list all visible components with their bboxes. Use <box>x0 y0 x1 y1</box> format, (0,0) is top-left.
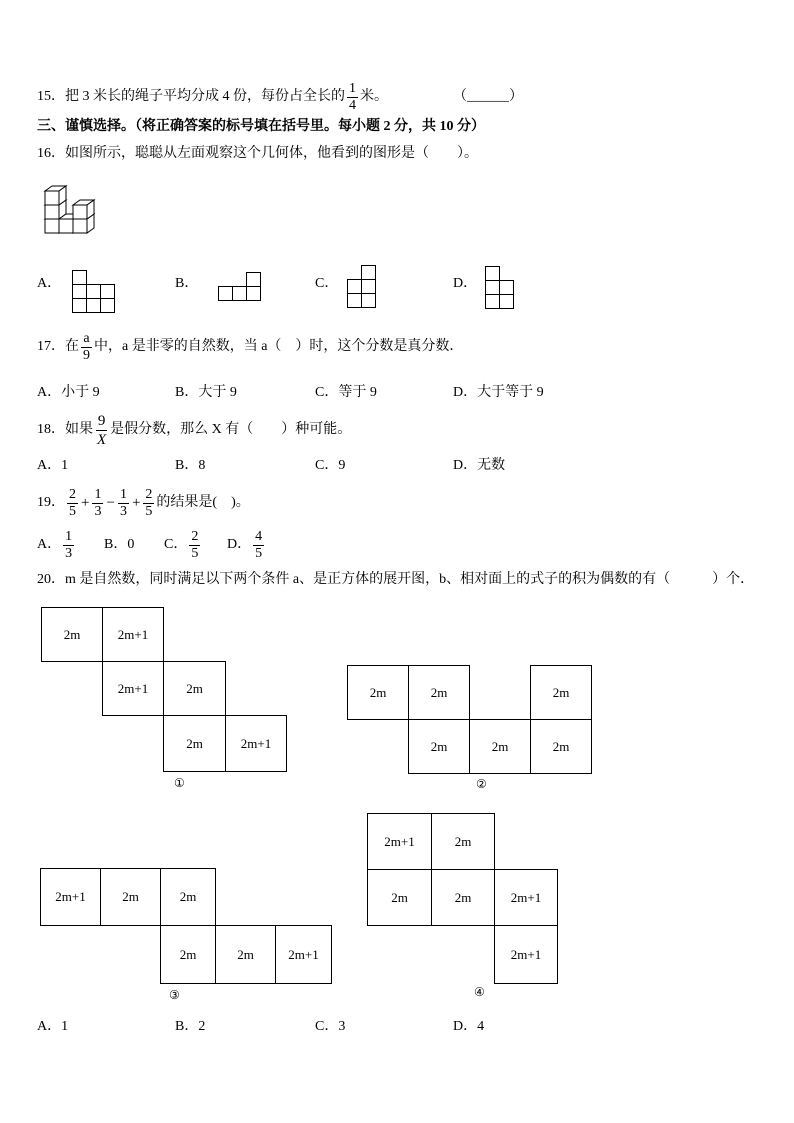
option-label: A． <box>37 537 62 552</box>
cube-front-face <box>45 191 59 205</box>
net-cell: 2m <box>408 719 470 774</box>
denominator: 3 <box>119 503 127 519</box>
question-18-text: 是假分数，那么 X 有（ ）种可能。 <box>110 422 352 437</box>
square <box>73 285 87 299</box>
fraction <box>63 530 74 561</box>
net-cell: 2m+1 <box>40 868 101 926</box>
net-cell: 2m <box>347 665 409 720</box>
question-17 <box>37 331 463 363</box>
question-18 <box>37 412 351 448</box>
question-19-text: 的结果是( )。 <box>156 495 250 510</box>
option-c-label: C． <box>315 276 339 291</box>
question-17-prefix: 17．在 <box>37 339 79 354</box>
option-b <box>104 527 134 563</box>
square <box>87 299 101 313</box>
denominator: 3 <box>65 545 73 561</box>
operator: + <box>81 495 90 511</box>
denominator: 5 <box>255 545 263 561</box>
question-19-number: 19． <box>37 495 65 510</box>
option-label: C． <box>164 537 188 552</box>
option-b: B．大于 9 <box>175 385 237 400</box>
square <box>348 294 362 308</box>
square <box>500 281 514 295</box>
question-15 <box>37 82 388 112</box>
denominator: X <box>97 431 107 448</box>
net-cell: 2m <box>160 868 216 926</box>
question-17-text: 中，a 是非零的自然数，当 a（ ）时，这个分数是真分数． <box>94 339 464 354</box>
option-c: C．3 <box>315 1019 346 1034</box>
square <box>233 287 247 301</box>
net-cell: 2m+1 <box>367 813 432 870</box>
net-cell: 2m <box>530 719 592 774</box>
cube-front-face <box>59 219 73 233</box>
numerator: 9 <box>97 412 106 429</box>
option-b-label: B． <box>175 276 199 291</box>
question-19 <box>37 486 250 520</box>
net-cell: 2m+1 <box>275 925 332 984</box>
fraction <box>95 413 108 448</box>
denominator: 4 <box>349 97 356 113</box>
net-cell: 2m <box>163 661 226 716</box>
fraction <box>189 530 200 561</box>
cube-front-face <box>73 205 87 219</box>
operator: + <box>131 495 141 511</box>
question-15-unit: 米。 <box>360 89 388 104</box>
geometric-solid-figure <box>42 178 102 236</box>
net-cell: 2m <box>431 869 495 926</box>
option-c: C．9 <box>315 458 346 473</box>
net-cell: 2m <box>530 665 592 720</box>
option-a: A．1 <box>37 458 69 473</box>
cube-front-face <box>45 205 59 219</box>
square <box>486 267 500 281</box>
numerator: a <box>83 330 90 346</box>
fraction <box>118 488 129 519</box>
net-cell: 2m+1 <box>494 869 558 926</box>
numerator: 4 <box>255 528 263 544</box>
option-a <box>37 527 76 563</box>
numerator: 2 <box>145 486 153 502</box>
option-c <box>164 527 202 563</box>
square <box>219 287 233 301</box>
section-title: 三、谨慎选择。（将正确答案的标号填在括号里。每小题 2 分，共 10 分） <box>37 119 485 134</box>
question-15-text: 15．把 3 米长的绳子平均分成 4 份，每份占全长的 <box>37 89 345 104</box>
option-b: B．2 <box>175 1019 206 1034</box>
square <box>247 273 261 287</box>
square <box>362 280 376 294</box>
square <box>247 287 261 301</box>
net-cell: 2m <box>100 868 161 926</box>
option-a: A．小于 9 <box>37 385 100 400</box>
square <box>486 281 500 295</box>
denominator: 9 <box>83 347 90 363</box>
square <box>73 271 87 285</box>
square <box>348 280 362 294</box>
option-b: B．8 <box>175 458 206 473</box>
fraction <box>143 488 154 519</box>
question-16-text: 16．如图所示，聪聪从左面观察这个几何体，他看到的图形是（ ）。 <box>37 146 478 161</box>
net-cell: 2m+1 <box>225 715 287 772</box>
net-cell: 2m <box>215 925 276 984</box>
option-d: D．4 <box>453 1019 485 1034</box>
option-c-figure <box>347 265 378 310</box>
answer-blank: （______） <box>453 89 523 104</box>
net-label: ② <box>476 777 487 791</box>
net-cell: 2m <box>367 869 432 926</box>
fraction <box>347 82 358 113</box>
net-cell: 2m <box>41 607 103 662</box>
option-d-label: D． <box>453 276 478 291</box>
option-d <box>227 527 266 563</box>
net-cell: 2m+1 <box>494 925 558 984</box>
option-d: D．大于等于 9 <box>453 385 544 400</box>
square <box>500 295 514 309</box>
numerator: 2 <box>69 486 76 502</box>
numerator: 1 <box>65 528 73 544</box>
cube-front-face <box>73 219 87 233</box>
square <box>486 295 500 309</box>
operator: − <box>106 495 115 511</box>
square <box>87 285 101 299</box>
option-a: A．1 <box>37 1019 69 1034</box>
question-20-text: 20．m 是自然数，同时满足以下两个条件 a、是正方体的展开图，b、相对面上的式子的积为偶数的有（ ）个． <box>37 572 755 587</box>
square <box>362 294 376 308</box>
option-c: C．等于 9 <box>315 385 377 400</box>
net-label: ① <box>174 776 185 790</box>
net-cell: 2m <box>163 715 226 772</box>
square <box>101 299 115 313</box>
net-cell: 2m <box>431 813 495 870</box>
square <box>362 266 376 280</box>
numerator: 2 <box>191 528 199 544</box>
net-cell: 2m <box>469 719 531 774</box>
cube <box>45 186 66 205</box>
denominator: 5 <box>69 503 76 519</box>
option-a-figure <box>72 270 117 315</box>
option-d-figure <box>485 266 516 311</box>
square <box>73 299 87 313</box>
square <box>101 285 115 299</box>
option-b-figure <box>218 272 263 303</box>
denominator: 3 <box>94 503 102 519</box>
option-d: D．无数 <box>453 458 506 473</box>
numerator: 1 <box>119 486 127 502</box>
question-18-prefix: 18．如果 <box>37 422 93 437</box>
numerator: 1 <box>349 80 356 96</box>
fraction <box>92 488 103 519</box>
net-cell: 2m <box>408 665 470 720</box>
cube <box>73 200 94 219</box>
fraction <box>253 530 264 561</box>
option-label: D． <box>227 537 252 552</box>
net-cell: 2m+1 <box>102 607 164 662</box>
option-label: B．0 <box>104 537 135 552</box>
net-label: ③ <box>169 988 180 1002</box>
fraction <box>67 488 78 519</box>
option-a-label: A． <box>37 276 62 291</box>
net-label: ④ <box>474 985 485 999</box>
denominator: 5 <box>145 503 153 519</box>
net-cell: 2m <box>160 925 216 984</box>
cube-front-face <box>45 219 59 233</box>
fraction <box>81 332 92 363</box>
numerator: 1 <box>94 486 102 502</box>
denominator: 5 <box>191 545 199 561</box>
net-cell: 2m+1 <box>102 661 164 716</box>
